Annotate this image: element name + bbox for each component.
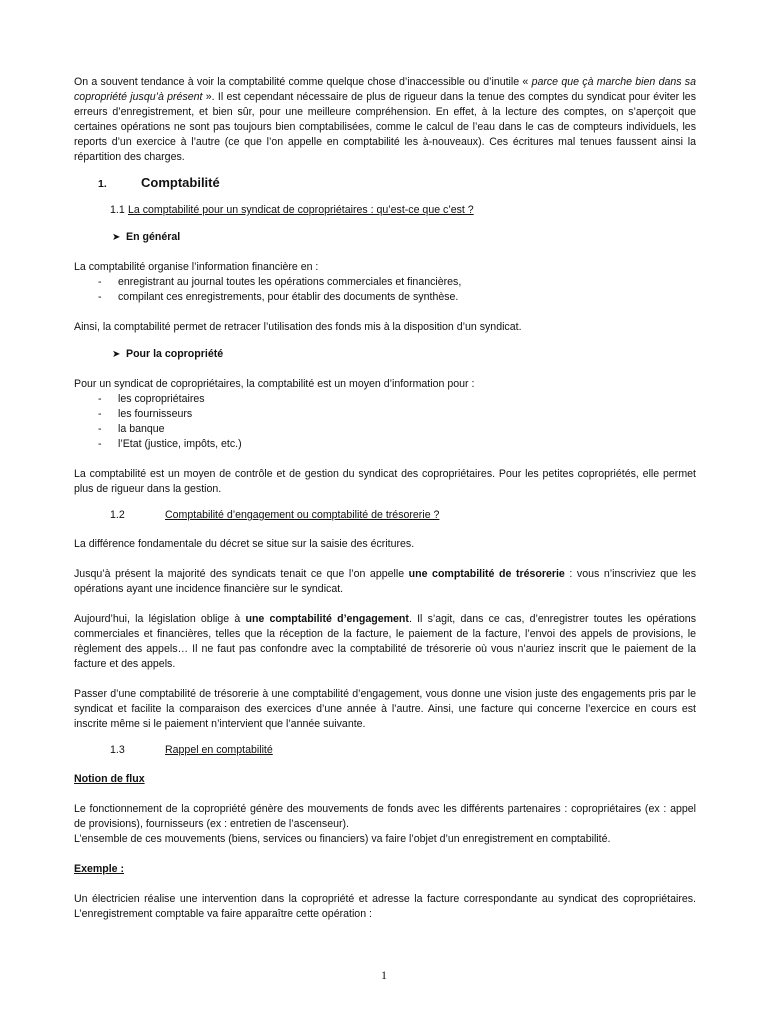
flux-p2: L’ensemble de ces mouvements (biens, services ou financiers) va faire l’objet d’un enregistrement en comptabilité. bbox=[74, 833, 611, 845]
subsection-number: 1.1 bbox=[110, 204, 125, 216]
engagement-p2: Jusqu’à présent la majorité des syndicats tenait ce que l’on appelle une comptabilité de trésorerie : vous n’inscriviez que les opérations ayant une incidence financière sur le syndicat. bbox=[74, 568, 696, 595]
dash-bullet-icon: - bbox=[98, 393, 102, 405]
intro-paragraph: On a souvent tendance à voir la comptabilité comme quelque chose d’inaccessible ou d’inutile « parce que çà marche bien dans sa copropriété jusqu’à présent ». Il est cependant nécessaire de plus de rigueur dans la tenue des comptes du syndicat pour éviter les erreurs d’enregistrement, et bien sûr, pour une meilleure compréhension. En effet, à la lecture des comptes, on s’aperçoit que certaines opérations ne sont pas toujours bien comptabilisées, comme le calcul de l’eau dans le cas de compteurs individuels, les reports d’un exercice à l’autre (ce que l’on appelle en comptabilité les à-nouveaux). Ces écritures mal tenues faussent ainsi la répartition des charges. bbox=[74, 76, 696, 163]
flux-heading: Notion de flux bbox=[74, 773, 145, 785]
arrow-bullet-icon: ➤ bbox=[112, 232, 121, 243]
section-heading-1 bbox=[74, 175, 696, 192]
section-title: Comptabilité bbox=[141, 175, 220, 190]
general-lead: La comptabilité organise l’information financière en : bbox=[74, 261, 319, 273]
example-heading: Exemple : bbox=[74, 863, 125, 875]
list-item: - compilant ces enregistrements, pour établir des documents de synthèse. bbox=[74, 290, 696, 305]
list-item: - les fournisseurs bbox=[74, 407, 696, 422]
subsection-title: La comptabilité pour un syndicat de copropriétaires : qu’est-ce que c’est ? bbox=[128, 204, 474, 216]
general-after: Ainsi, la comptabilité permet de retracer l’utilisation des fonds mis à la disposition d’un syndicat. bbox=[74, 321, 522, 333]
engagement-p3: Aujourd’hui, la législation oblige à une comptabilité d’engagement. Il s’agit, dans ce cas, d’enregistrer toutes les opérations commerciales et financières, telles que la réception de la facture, le paiement de la facture, l’envoi des appels de provisions, le règlement des appels… Il ne faut pas confondre avec la comptabilité de trésorerie où vous n’auriez inscrit que le paiement de la facture et des appels. bbox=[74, 613, 696, 670]
flux-p1: Le fonctionnement de la copropriété génère des mouvements de fonds avec les différents partenaires : copropriétaires (ex : appel de provisions), fournisseurs (ex : entretien de l’ascenseur). bbox=[74, 803, 696, 830]
bullet-heading-copro: ➤ Pour la copropriété bbox=[112, 348, 224, 360]
list-item: - les copropriétaires bbox=[74, 392, 696, 407]
copro-list bbox=[74, 392, 696, 452]
engagement-p4: Passer d’une comptabilité de trésorerie à une comptabilité d’engagement, vous donne une vision juste des engagements pris par le syndicat et facilite la comparaison des exercices d’une année à l’autre. Ainsi, une facture qui concerne l’exercice en cours est inscrite même si le paiement n’intervient que l’année suivante. bbox=[74, 688, 696, 730]
intro-quote: parce que çà marche bien dans sa copropriété jusqu’à présent bbox=[74, 76, 696, 103]
arrow-bullet-icon: ➤ bbox=[112, 349, 121, 360]
document-body bbox=[74, 75, 696, 922]
subsection-heading-1-1 bbox=[74, 203, 696, 218]
bullet-heading-general: ➤ En général bbox=[112, 231, 181, 243]
dash-bullet-icon: - bbox=[98, 423, 102, 435]
subsection-number: 1.3 bbox=[110, 744, 125, 756]
page-number: 1 bbox=[381, 968, 387, 982]
engagement-p1: La différence fondamentale du décret se situe sur la saisie des écritures. bbox=[74, 538, 415, 550]
list-item: - enregistrant au journal toutes les opérations commerciales et financières, bbox=[74, 275, 696, 290]
subsection-number: 1.2 bbox=[110, 509, 125, 521]
dash-bullet-icon: - bbox=[98, 438, 102, 450]
copro-after: La comptabilité est un moyen de contrôle et de gestion du syndicat des copropriétaires. Pour les petites copropriétés, elle permet plus de rigueur dans la gestion. bbox=[74, 468, 696, 495]
subsection-heading-1-3 bbox=[74, 743, 696, 758]
copro-lead: Pour un syndicat de copropriétaires, la comptabilité est un moyen d’information pour : bbox=[74, 378, 475, 390]
list-item: - l’Etat (justice, impôts, etc.) bbox=[74, 437, 696, 452]
subsection-heading-1-2 bbox=[74, 508, 696, 523]
section-number: 1. bbox=[98, 178, 107, 190]
dash-bullet-icon: - bbox=[98, 276, 102, 288]
dash-bullet-icon: - bbox=[98, 291, 102, 303]
general-list bbox=[74, 275, 696, 305]
example-paragraph: Un électricien réalise une intervention dans la copropriété et adresse la facture correspondante au syndicat des copropriétaires. L’enregistrement comptable va faire apparaître cette opération : bbox=[74, 893, 696, 920]
list-item: - la banque bbox=[74, 422, 696, 437]
dash-bullet-icon: - bbox=[98, 408, 102, 420]
subsection-title: Comptabilité d’engagement ou comptabilité de trésorerie ? bbox=[165, 509, 440, 521]
subsection-title: Rappel en comptabilité bbox=[165, 744, 273, 756]
